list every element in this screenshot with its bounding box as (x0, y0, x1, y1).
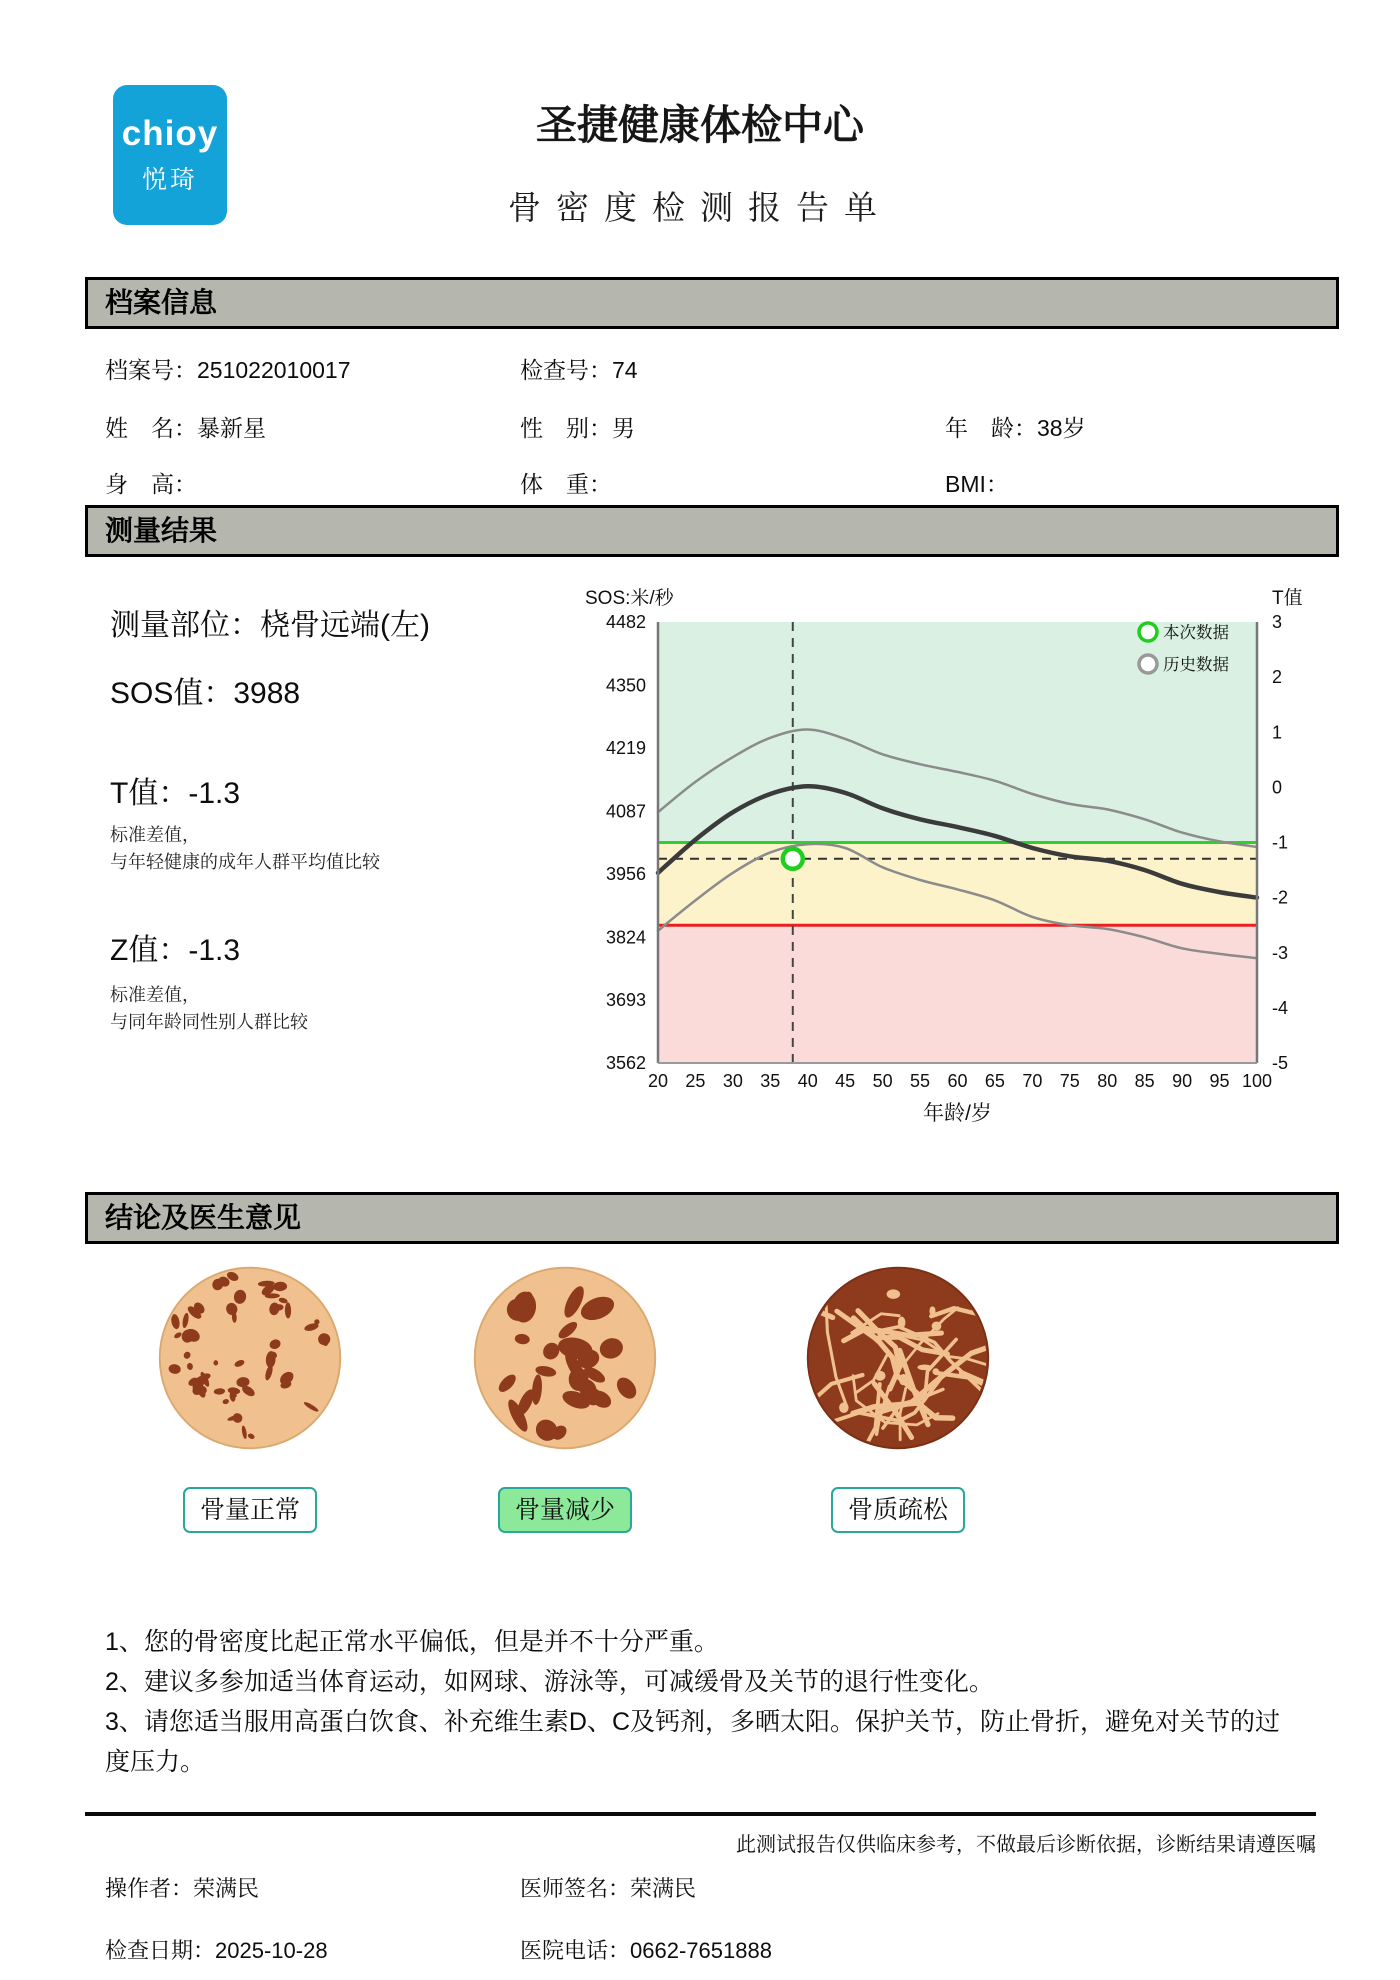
age-tick-label: 95 (1209, 1071, 1230, 1091)
age-tick-label: 50 (872, 1071, 893, 1091)
note-line-1: 1、您的骨密度比起正常水平偏低，但是并不十分严重。 (105, 1628, 719, 1656)
measure-site-value: 桡骨远端(左) (260, 609, 430, 642)
age-tick-label: 90 (1172, 1071, 1193, 1091)
light-spot (932, 1322, 942, 1331)
check-date-field (105, 1934, 328, 1965)
weight-field (520, 466, 612, 499)
section-header-results: 测量结果 (85, 505, 1339, 557)
file-no-label: 档案号： (105, 357, 197, 383)
sos-tick-label: 4219 (605, 738, 646, 759)
bone-status-label-osteopenia-highlighted: 骨量减少 (498, 1487, 632, 1533)
weight-label: 体 重： (520, 471, 612, 497)
bone-status-label-osteoporosis: 骨质疏松 (831, 1487, 965, 1533)
sos-field (110, 668, 300, 712)
check-no-label: 检查号： (520, 357, 612, 383)
t-tick-label: 1 (1272, 722, 1283, 743)
name-field (105, 410, 266, 443)
doctor-sign-field (520, 1872, 696, 1903)
doctor-sign-value: 荣满民 (630, 1876, 697, 1901)
t-tick-label: -2 (1272, 887, 1289, 908)
file-no-value: 251022010017 (197, 357, 351, 383)
gender-field (520, 410, 635, 443)
t-tick-label: -4 (1272, 997, 1289, 1018)
osteoporosis-zone (658, 925, 1257, 1063)
sos-tick-label: 3824 (605, 927, 646, 948)
age-tick-label: 75 (1059, 1071, 1080, 1091)
age-value: 38岁 (1037, 415, 1086, 441)
age-tick-label: 70 (1022, 1071, 1043, 1091)
age-field (945, 410, 1086, 443)
hospital-phone-label: 医院电话： (520, 1938, 631, 1963)
t-desc-line1: 标准差值， (110, 825, 200, 845)
bone-texture-normal-figure (155, 1263, 345, 1453)
sos-tick-label: 3562 (605, 1053, 646, 1073)
height-field (105, 466, 197, 499)
t-score-value: -1.3 (188, 777, 241, 810)
logo-text-chinese: 悦琦 (141, 166, 198, 194)
measure-site-label: 测量部位： (110, 609, 260, 642)
check-no-value: 74 (612, 357, 638, 383)
age-tick-label: 60 (947, 1071, 968, 1091)
note-line-2: 2、建议多参加适当体育运动，如网球、游泳等，可减缓骨及关节的退行性变化。 (105, 1668, 994, 1696)
gender-value: 男 (612, 415, 635, 441)
center-name-title: 圣捷健康体检中心 (536, 102, 864, 148)
file-no-field (105, 352, 351, 385)
sos-label: SOS值： (110, 677, 234, 710)
age-tick-label: 40 (797, 1071, 818, 1091)
z-score-field (110, 925, 240, 969)
t-tick-label: 3 (1272, 612, 1283, 632)
bmi-label: BMI： (945, 471, 1009, 497)
check-no-field (520, 352, 638, 385)
light-spot (929, 1306, 935, 1315)
z-desc-line1: 标准差值， (110, 985, 200, 1005)
t-tick-label: -3 (1272, 942, 1289, 963)
current-measurement-marker (783, 849, 803, 869)
bone-label-osteopenia-wrap (498, 1487, 632, 1533)
bone-density-reference-chart (460, 560, 1330, 1135)
measure-site-field (110, 600, 430, 644)
t-tick-label: -5 (1272, 1053, 1289, 1073)
legend-marker-0 (1139, 623, 1157, 641)
operator-value: 荣满民 (193, 1876, 260, 1901)
bone-label-osteoporosis-wrap (831, 1487, 965, 1533)
age-tick-label: 45 (835, 1071, 856, 1091)
age-label: 年 龄： (945, 415, 1037, 441)
light-spot (899, 1374, 908, 1385)
light-spot (887, 1289, 900, 1299)
sos-tick-label: 3956 (605, 864, 646, 885)
t-tick-label: 2 (1272, 667, 1283, 688)
age-tick-label: 55 (910, 1071, 931, 1091)
t-axis-title: T值 (1272, 588, 1303, 609)
logo-text-latin: chioy (121, 114, 219, 153)
report-title: 骨密度检测报告单 (508, 189, 892, 226)
bmi-field (945, 466, 1009, 499)
sos-tick-label: 4350 (605, 675, 646, 696)
disclaimer-text: 此测试报告仅供临床参考，不做最后诊断依据，诊断结果请遵医嘱 (736, 1834, 1316, 1856)
hospital-phone-value: 0662-7651888 (630, 1938, 772, 1963)
t-score-label: T值： (110, 777, 189, 810)
t-score-description (110, 822, 380, 876)
note-line-3: 3、请您适当服用高蛋白饮食、补充维生素D、C及钙剂，多晒太阳。保护关节，防止骨折，避免对关节的过度压力。 (105, 1708, 1281, 1776)
doctor-sign-label: 医师签名： (520, 1876, 631, 1901)
t-desc-line2: 与年轻健康的成年人群平均值比较 (110, 852, 380, 872)
check-date-value: 2025-10-28 (215, 1938, 328, 1963)
age-tick-label: 30 (722, 1071, 743, 1091)
doctor-notes (105, 1622, 1295, 1782)
light-spot (932, 1368, 939, 1375)
hospital-phone-field (520, 1934, 772, 1965)
bone-status-label-normal: 骨量正常 (183, 1487, 317, 1533)
age-tick-label: 65 (984, 1071, 1005, 1091)
name-label: 姓 名： (105, 415, 197, 441)
bone-texture-osteoporosis-figure (803, 1263, 993, 1453)
age-tick-label: 20 (647, 1071, 669, 1091)
age-tick-label: 80 (1097, 1071, 1118, 1091)
sos-value: 3988 (233, 677, 301, 710)
light-spot (917, 1364, 931, 1370)
section-header-archive: 档案信息 (85, 277, 1339, 329)
sos-tick-label: 4087 (605, 801, 646, 822)
z-score-description (110, 982, 308, 1036)
legend-marker-1 (1139, 655, 1157, 673)
gender-label: 性 别： (520, 415, 612, 441)
sos-tick-label: 4482 (605, 612, 646, 632)
legend-label-1: 历史数据 (1163, 656, 1229, 674)
height-label: 身 高： (105, 471, 197, 497)
bone-texture-osteopenia-figure (470, 1263, 660, 1453)
z-desc-line2: 与同年龄同性别人群比较 (110, 1012, 308, 1032)
age-axis-title: 年龄/岁 (923, 1102, 992, 1125)
t-tick-label: 0 (1272, 777, 1283, 798)
light-spot (898, 1317, 906, 1329)
operator-field (105, 1872, 259, 1903)
z-score-value: -1.3 (188, 934, 241, 967)
t-tick-label: -1 (1272, 832, 1289, 853)
light-spot (839, 1402, 849, 1413)
light-spot (875, 1371, 886, 1381)
sos-axis-title: SOS:米/秒 (585, 588, 674, 609)
bone-disc (475, 1268, 656, 1449)
name-value: 暴新星 (197, 415, 266, 441)
t-score-field (110, 768, 240, 812)
legend-label-0: 本次数据 (1163, 624, 1229, 642)
footer-divider (85, 1812, 1316, 1816)
bone-label-normal-wrap (183, 1487, 317, 1533)
sos-tick-label: 3693 (605, 990, 646, 1011)
age-tick-label: 35 (760, 1071, 781, 1091)
age-tick-label: 85 (1134, 1071, 1155, 1091)
age-tick-label: 25 (685, 1071, 706, 1091)
osteopenia-zone (658, 843, 1257, 926)
operator-label: 操作者： (105, 1876, 194, 1901)
check-date-label: 检查日期： (105, 1938, 216, 1963)
age-tick-label: 100 (1241, 1071, 1273, 1091)
section-header-conclusion: 结论及医生意见 (85, 1192, 1339, 1244)
z-score-label: Z值： (110, 934, 189, 967)
